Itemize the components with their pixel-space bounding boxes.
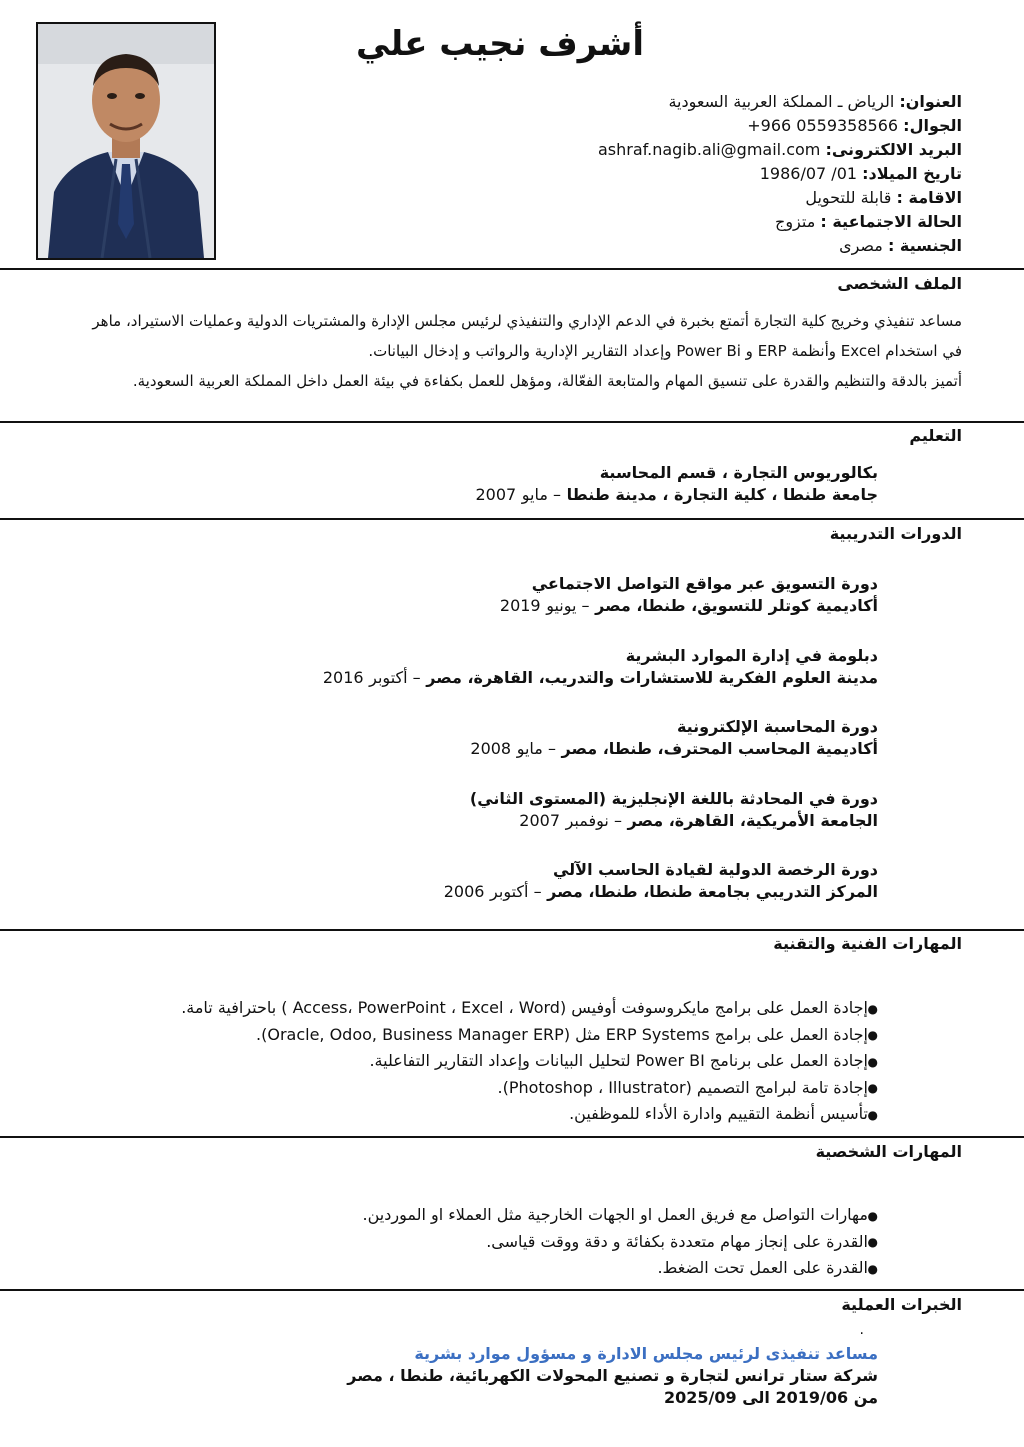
- profile-photo: [36, 22, 216, 260]
- residence-label: الاقامة :: [896, 188, 962, 207]
- marital-value: متزوج: [774, 212, 816, 231]
- course-org: [178, 667, 878, 689]
- experience-entry: [178, 1343, 878, 1409]
- course-year: 2006: [443, 882, 485, 901]
- nationality-value: مصرى: [839, 236, 883, 255]
- course-year: 2008: [470, 739, 512, 758]
- skill-text: إجادة العمل على برنامج Power BI لتحليل البيانات وإعداد التقارير التفاعلية.: [369, 1051, 868, 1070]
- bullet-icon: ●: [867, 1054, 878, 1069]
- skill-text: إجادة تامة لبرامج التصميم (Photoshop ، Illustrator).: [497, 1077, 868, 1097]
- list-item: [0, 1101, 878, 1128]
- list-item: [0, 1022, 878, 1049]
- course-org-name: المركز التدريبي بجامعة طنطا، طنطا، مصر: [547, 882, 878, 901]
- list-item: [0, 1255, 878, 1282]
- job-period: [178, 1387, 878, 1409]
- tech-skills-heading: المهارات الفنية والتقنية: [773, 934, 962, 953]
- address-label: العنوان:: [899, 92, 962, 111]
- residence-row: [402, 186, 962, 210]
- degree-title: بكالوريوس التجارة ، قسم المحاسبة: [599, 463, 878, 482]
- email-label: البريد الالكترونى:: [825, 140, 962, 159]
- course-org-name: مدينة العلوم الفكرية للاستشارات والتدريب، القاهرة، مصر: [426, 668, 878, 687]
- period-from-label: من: [853, 1388, 878, 1407]
- experience-heading: الخبرات العملية: [841, 1295, 962, 1314]
- profile-heading: الملف الشخصى: [837, 274, 962, 293]
- birthdate-label: تاريخ الميلاد:: [862, 164, 962, 183]
- courses-heading: الدورات التدريبية: [829, 524, 962, 543]
- birthdate-row: [402, 162, 962, 186]
- skill-text: القدرة على العمل تحت الضغط.: [657, 1258, 868, 1277]
- skill-text: إجادة العمل على برامج ERP Systems مثل (Oracle, Odoo, Business Manager ERP).: [256, 1024, 868, 1044]
- course-item: [178, 716, 878, 760]
- list-item: [0, 995, 878, 1022]
- bullet-icon: ●: [867, 1208, 878, 1223]
- period-to-label: الى: [742, 1388, 770, 1407]
- list-item: [0, 1048, 878, 1075]
- divider: [0, 1289, 1024, 1291]
- list-item: [0, 1202, 878, 1229]
- bullet-icon: ●: [867, 1235, 878, 1249]
- course-org-name: أكاديمية كوتلر للتسويق، طنطا، مصر: [595, 596, 878, 615]
- profile-summary: [32, 306, 962, 396]
- course-title: دورة الرخصة الدولية لقيادة الحاسب الآلي: [552, 860, 878, 879]
- divider: [0, 421, 1024, 423]
- education-month: – مايو: [521, 485, 562, 504]
- course-item: [178, 788, 878, 832]
- company-name: شركة ستار ترانس لتجارة و تصنيع المحولات الكهربائية، طنطا ، مصر: [347, 1366, 878, 1385]
- institution-name: جامعة طنطا ، كلية التجارة ، مدينة طنطا: [566, 485, 878, 504]
- divider: [0, 518, 1024, 520]
- skill-text: مهارات التواصل مع فريق العمل او الجهات الخارجية مثل العملاء او الموردين.: [362, 1205, 868, 1224]
- course-org: [178, 810, 878, 832]
- course-item: [178, 573, 878, 617]
- tech-skills-list: [0, 995, 878, 1128]
- bullet-icon: ●: [867, 1001, 878, 1016]
- divider: [0, 268, 1024, 270]
- bullet-icon: ●: [867, 1261, 878, 1276]
- profile-line: في استخدام Excel وأنظمة ERP و Power Bi وإعداد التقارير الإدارية والرواتب و إدخال البيانات.: [368, 342, 962, 360]
- birthdate-value: 01/ 1986/07: [759, 164, 858, 183]
- residence-value: قابلة للتحويل: [805, 188, 892, 207]
- email-value[interactable]: ashraf.nagib.ali@gmail.com: [597, 140, 821, 159]
- job-title: مساعد تنفيذى لرئيس مجلس الادارة و مسؤول موارد بشرية: [414, 1344, 878, 1363]
- course-title: دبلومة في إدارة الموارد البشرية: [625, 646, 878, 665]
- mobile-label: الجوال:: [903, 116, 962, 135]
- course-org: [178, 881, 878, 903]
- bullet-icon: ●: [867, 1028, 878, 1042]
- education-institution: [178, 484, 878, 506]
- experience-dot: .: [859, 1322, 864, 1338]
- course-year: 2019: [499, 596, 541, 615]
- list-item: [0, 1229, 878, 1256]
- education-entry: [178, 462, 878, 506]
- course-title: دورة في المحادثة باللغة الإنجليزية (المستوى الثاني): [469, 789, 878, 808]
- course-item: [178, 645, 878, 689]
- nationality-row: [402, 234, 962, 258]
- skill-text: تأسيس أنظمة التقييم وادارة الأداء للموظفين.: [569, 1104, 868, 1123]
- nationality-label: الجنسية :: [887, 236, 962, 255]
- profile-line: أتميز بالدقة والتنظيم والقدرة على تنسيق المهام والمتابعة الفعّالة، ومؤهل للعمل بكفاءة في بيئة العمل داخل المملكة العربية السعودية.: [132, 372, 962, 390]
- course-month: – نوفمبر: [565, 811, 622, 830]
- contact-info: [402, 90, 962, 258]
- skill-text: القدرة على إنجاز مهام متعددة بكفائة و دقة ووقت قياسى.: [486, 1231, 868, 1251]
- course-org: [178, 738, 878, 760]
- email-row: [402, 138, 962, 162]
- personal-skills-list: [0, 1202, 878, 1282]
- period-from-date: 2019/06: [775, 1388, 849, 1407]
- course-org-name: الجامعة الأمريكية، القاهرة، مصر: [627, 811, 878, 830]
- course-title: دورة المحاسبة الإلكترونية: [676, 717, 878, 736]
- course-item: [178, 859, 878, 903]
- course-month: – يونيو: [546, 596, 590, 615]
- mobile-row: [402, 114, 962, 138]
- bullet-icon: ●: [867, 1107, 878, 1122]
- address-value: الرياض ـ المملكة العربية السعودية: [668, 92, 895, 111]
- skill-text: إجادة العمل على برامج مايكروسوفت أوفيس (Access، PowerPoint ، Excel ، Word ) باحترافية تامة.: [181, 998, 868, 1017]
- course-month: – أكتوبر: [490, 882, 542, 901]
- mobile-value[interactable]: +966 0559358566: [747, 116, 899, 135]
- marital-row: [402, 210, 962, 234]
- education-year: 2007: [475, 485, 517, 504]
- bullet-icon: ●: [867, 1081, 878, 1095]
- course-year: 2016: [322, 668, 364, 687]
- divider: [0, 929, 1024, 931]
- course-month: – مايو: [516, 739, 556, 758]
- course-month: – أكتوبر: [369, 668, 421, 687]
- course-org-name: أكاديمية المحاسب المحترف، طنطا، مصر: [561, 739, 878, 758]
- marital-label: الحالة الاجتماعية :: [820, 212, 962, 231]
- address-row: [402, 90, 962, 114]
- period-to-date: 2025/09: [663, 1388, 737, 1407]
- course-year: 2007: [519, 811, 560, 830]
- divider: [0, 1136, 1024, 1138]
- personal-skills-heading: المهارات الشخصية: [815, 1142, 962, 1161]
- course-title: دورة التسويق عبر مواقع التواصل الاجتماعي: [531, 574, 878, 593]
- profile-line: مساعد تنفيذي وخريج كلية التجارة أتمتع بخبرة في الدعم الإداري والتنفيذي لرئيس مجلس الإدارة والمشتريات الدولية وعمليات الاستيراد، ماهر: [92, 312, 962, 330]
- list-item: [0, 1075, 878, 1102]
- course-org: [178, 595, 878, 617]
- education-heading: التعليم: [909, 426, 962, 445]
- candidate-name: أشرف نجيب علي: [355, 24, 645, 64]
